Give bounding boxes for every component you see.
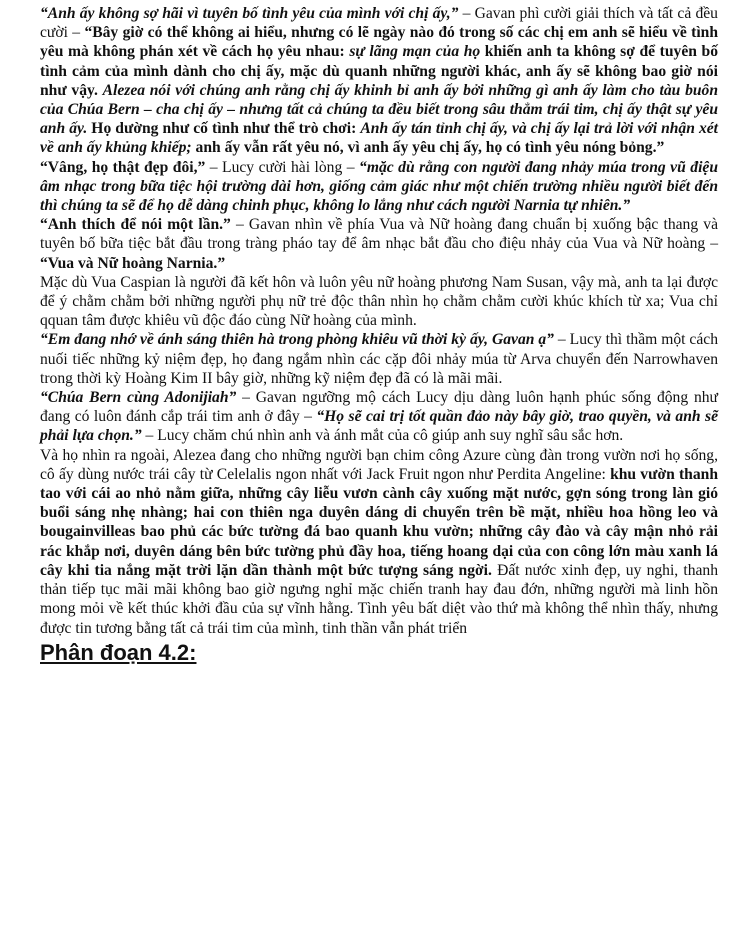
text-segment: “mặc dù rằng con người đang nhảy múa trong vũ điệu âm nhạc trong bữa tiệc hội trường dài hơn, giống cảm giác như một chiến trường nhiều người biết đến thì chúng ta sẽ để họ dễ dàng chinh phục, không lo lắng như cách người Narnia tự nhiên.” xyxy=(40,158,718,215)
text-segment: – Gavan phì cười giải thích và tất cả đều cười – xyxy=(40,5,718,42)
text-segment: Đất nước xinh đẹp, uy nghi, thanh thản tiếp tục mãi mãi không bao giờ ngưng nghỉ mặc chiến tranh hay đau đớn, những người mà linh hồn mong mỏi về kết thúc khởi đầu của sự vĩnh hằng. Tình yêu bất diệt vào thứ mà không thể nhìn thấy, nhưng được tin tương bằng tất cả trái tim của mình, tinh thần vẫn phát triển xyxy=(40,561,719,637)
paragraph-p7 xyxy=(40,446,718,638)
text-segment: Alezea nói với chúng anh rằng chị ấy khinh bỉ anh ấy bởi những gì anh ấy làm cho tàu buôn của Chúa Bern – cha chị ấy – nhưng tất cả chúng ta đều biết trong sâu thẳm trái tim, chị ấy thật sự yêu anh ấy. xyxy=(40,81,719,138)
paragraph-p4 xyxy=(40,273,718,331)
text-segment: – Lucy thì thầm một cách nuối tiếc những kỷ niệm đẹp, họ đang ngắm nhìn các cặp đôi nhảy múa từ Arva chuyển đến Narrowhaven trong thời kỳ Hoàng Kim II bây giờ, những kỹ niệm đẹp đã có là mãi mãi. xyxy=(40,331,718,387)
text-segment: khu vườn thanh tao với cái ao nhỏ nằm giữa, những cây liễu vươn cành cây xuống mặt nước, gợn sóng trong làn gió buổi sáng nhẹ nhàng; hai con thiên nga duyên dáng di chuyển trên bề mặt, nhiều hoa hồng leo và bougainvilleas bao phủ các bức tường đá bao quanh khu vườn; những cây đào và cây mận nhỏ rải rác khắp nơi, duyên dáng bên bức tường phủ đầy hoa, tiếng hoang dại của con công lớn màu xanh lá cây khi tia nắng mặt trời lặn dần thành một bức tượng sáng ngời. xyxy=(40,465,718,579)
text-segment: “Bây giờ có thể không ai hiểu, nhưng có lẽ ngày nào đó trong số các chị em anh sẽ hiểu về tình yêu mà không phán xét về cách họ yêu nhau: xyxy=(40,24,718,61)
text-segment: “Em đang nhớ về ánh sáng thiên hà trong phòng khiêu vũ thời kỳ ấy, Gavan ạ” xyxy=(40,331,554,349)
text-segment: “Họ sẽ cai trị tốt quần đảo này bây giờ, trao quyền, và anh sẽ phải lựa chọn.” xyxy=(40,408,718,445)
text-segment: Và họ nhìn ra ngoài, Alezea đang cho những người bạn chim công Azure cùng đàn trong vườn nơi họ sống, cô ấy dùng nước trái cây từ Celelalis ngon nhất với Jack Fruit ngon như Perdita Angeline: xyxy=(40,446,718,483)
paragraph-p2 xyxy=(40,158,718,216)
text-segment: “Anh thích để nói một lần.” xyxy=(40,216,231,234)
text-segment: Mặc dù Vua Caspian là người đã kết hôn và luôn yêu nữ hoàng phương Nam Susan, vậy mà, anh ta lại được để ý chằm chằm bởi những người phụ nữ trẻ độc thân nhìn họ chằm chằm cười khúc khích từ xa; Vua chỉ qquan tâm được khiêu vũ độc đáo cùng Nữ hoàng của mình. xyxy=(40,273,718,330)
text-segment: – Gavan nhìn về phía Vua và Nữ hoàng đang chuẩn bị xuống bậc thang và tuyên bố bữa tiệc bắt đầu trong tràng pháo tay để âm nhạc bắt đầu cho điệu nhảy của Vua và Nữ hoàng – xyxy=(40,216,718,253)
text-segment: sự lãng mạn của họ xyxy=(349,43,481,61)
paragraph-p6 xyxy=(40,388,718,446)
paragraph-p1 xyxy=(40,4,718,158)
text-segment: Anh ấy tán tỉnh chị ấy, và chị ấy lại trả lời với nhận xét về anh ấy khủng khiếp; xyxy=(40,120,719,157)
section-heading: Phân đoạn 4.2: xyxy=(40,639,197,665)
text-segment: “Anh ấy không sợ hãi vì tuyên bố tình yêu của mình với chị ấy,” xyxy=(40,5,459,22)
text-segment: Họ dường như cố tình như thể trò chơi: xyxy=(87,120,361,138)
text-segment: – Gavan ngưỡng mộ cách Lucy dịu dàng luôn hạnh phúc sống động như đang có luôn đánh cắp trái tim anh ở đây – xyxy=(40,389,719,426)
text-segment: “Vua và Nữ hoàng Narnia.” xyxy=(40,254,226,272)
paragraph-p5 xyxy=(40,330,718,388)
text-segment: – Lucy chăm chú nhìn anh và ánh mắt của cô giúp anh suy nghĩ sâu sắc hơn. xyxy=(141,427,624,445)
text-segment: “Vâng, họ thật đẹp đôi,” xyxy=(40,158,206,176)
text-segment: khiến anh ta không sợ để tuyên bố tình cảm của mình dành cho chị ấy, mặc dù quanh những người khác, anh ấy sẽ không bao giờ nói như vậy. xyxy=(40,43,718,99)
paragraph-p3 xyxy=(40,215,718,273)
text-segment: – Lucy cười hài lòng – xyxy=(205,158,360,176)
text-segment: anh ấy vẫn rất yêu nó, vì anh ấy yêu chị ấy, họ có tình yêu nóng bỏng.” xyxy=(191,139,665,157)
text-segment: “Chúa Bern cùng Adonijiah” xyxy=(40,389,237,407)
document-body xyxy=(40,4,718,638)
